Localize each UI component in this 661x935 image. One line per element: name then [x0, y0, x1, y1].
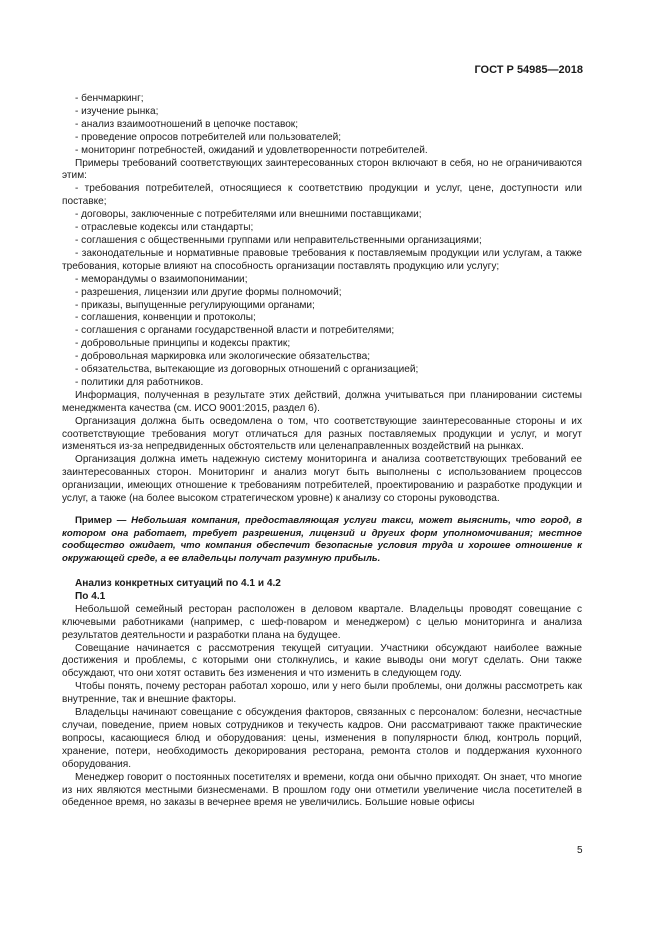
- example-text: Небольшая компания, предоставляющая услуги такси, может выяснить, что город, в котором она работает, требует разрешения, лицензий и других форм уполномочивания; местное сообщество ожидает, что компания обеспечит безопасные условия труда и хорошее отношение к окружающей среде, а ее владельцы получат разумную прибыль.: [62, 515, 582, 564]
- list-item: - добровольные принципы и кодексы практик;: [75, 338, 291, 350]
- example-note: [62, 515, 582, 565]
- list-item: - анализ взаимоотношений в цепочке поставок;: [75, 118, 299, 130]
- list-item: - приказы, выпущенные регулирующими органами;: [75, 299, 315, 311]
- list-item: - мониторинг потребностей, ожиданий и удовлетворенности потребителей.: [75, 144, 428, 156]
- list-item: - требования потребителей, относящиеся к соответствию продукции и услуг, цене, доступности или поставке;: [62, 183, 582, 208]
- paragraph: Совещание начинается с рассмотрения текущей ситуации. Участники обсуждают наиболее важные достижения и проблемы, с которыми они столкнулись, и какие выводы они могут сделать. Они также обсуждают, что они хотят оставить без изменения и что изменить в следующем году.: [62, 642, 582, 680]
- paragraph: Чтобы понять, почему ресторан работал хорошо, или у него были проблемы, они должны рассмотреть как внутренние, так и внешние факторы.: [62, 681, 582, 706]
- list-item: - соглашения, конвенции и протоколы;: [75, 312, 256, 324]
- list-item: - добровольная маркировка или экологические обязательства;: [75, 351, 371, 363]
- list-item: - бенчмаркинг;: [75, 93, 144, 104]
- case-study-heading: Анализ конкретных ситуаций по 4.1 и 4.2: [75, 578, 281, 589]
- example-label: Пример —: [75, 515, 127, 526]
- document-body: [62, 93, 582, 810]
- case-study-subheading: По 4.1: [75, 590, 106, 602]
- list-item: - политики для работников.: [75, 376, 204, 388]
- paragraph: Менеджер говорит о постоянных посетителях и времени, когда они обычно приходят. Он знает, что многие из них являются местными бизнесменами. В прошлом году они отметили увеличение числа посетителей в обеденное время, но заказы в вечернее время не увеличились. Большие новые офисы: [62, 771, 582, 809]
- paragraph: Организация должна быть осведомлена о том, что соответствующие заинтересованные стороны и их соответствующие требования могут отличаться для разных поставляемых продукции и услуг, и могут изменяться из-за непредвиденных обстоятельств или целенаправленных воздействий на рынках.: [62, 415, 582, 453]
- paragraph: Владельцы начинают совещание с обсуждения факторов, связанных с персоналом: болезни, несчастные случаи, поведение, прием новых сотрудников и текучесть кадров. Они рассматривают также практические вопросы, касающиеся блюд и оборудования: цены, изменения в популярности блюд, контроль порций, хранение, потери, необходимость декорирования ресторана, ремонта столов и поддержания кухонного оборудования.: [62, 707, 582, 770]
- list-item: - меморандумы о взаимопонимании;: [75, 273, 248, 285]
- list-item: - обязательства, вытекающие из договорных отношений с организацией;: [75, 364, 419, 376]
- list-item: - соглашения с общественными группами или неправительственными организациями;: [75, 234, 482, 246]
- list-item: - разрешения, лицензии или другие формы полномочий;: [75, 286, 342, 298]
- paragraph: Информация, полученная в результате этих действий, должна учитываться при планировании системы менеджмента качества (см. ИСО 9001:2015, раздел 6).: [62, 389, 582, 414]
- paragraph: Организация должна иметь надежную систему мониторинга и анализа соответствующих требований ее заинтересованных сторон. Мониторинг и анализ могут быть выполнены с использованием процессов организации, имеющих отношение к требованиям потребителей, проектированию и разработке продукции и услуг, а также (на более высоком стратегическом уровне) к анализу со стороны руководства.: [62, 454, 582, 505]
- list-item: - законодательные и нормативные правовые требования к поставляемым продукции или услугам, а также требования, которые влияют на способность организации поставлять продукцию или услугу;: [62, 247, 582, 272]
- list-item: - соглашения с органами государственной власти и потребителями;: [75, 325, 395, 337]
- standard-code: ГОСТ Р 54985—2018: [474, 64, 583, 76]
- list-item: - отраслевые кодексы или стандарты;: [75, 222, 254, 234]
- page-number: 5: [577, 845, 583, 856]
- list-item: - договоры, заключенные с потребителями или внешними поставщиками;: [75, 209, 422, 221]
- list-item: - изучение рынка;: [75, 105, 159, 117]
- paragraph: Примеры требований соответствующих заинтересованных сторон включают в себя, но не ограничиваются этим:: [62, 157, 582, 182]
- paragraph: Небольшой семейный ресторан расположен в деловом квартале. Владельцы проводят совещание с ключевыми работниками (например, с шеф-поваром и менеджером) с целью мониторинга и анализа результатов деятельности и разработки плана на будущее.: [62, 603, 582, 641]
- list-item: - проведение опросов потребителей или пользователей;: [75, 131, 342, 143]
